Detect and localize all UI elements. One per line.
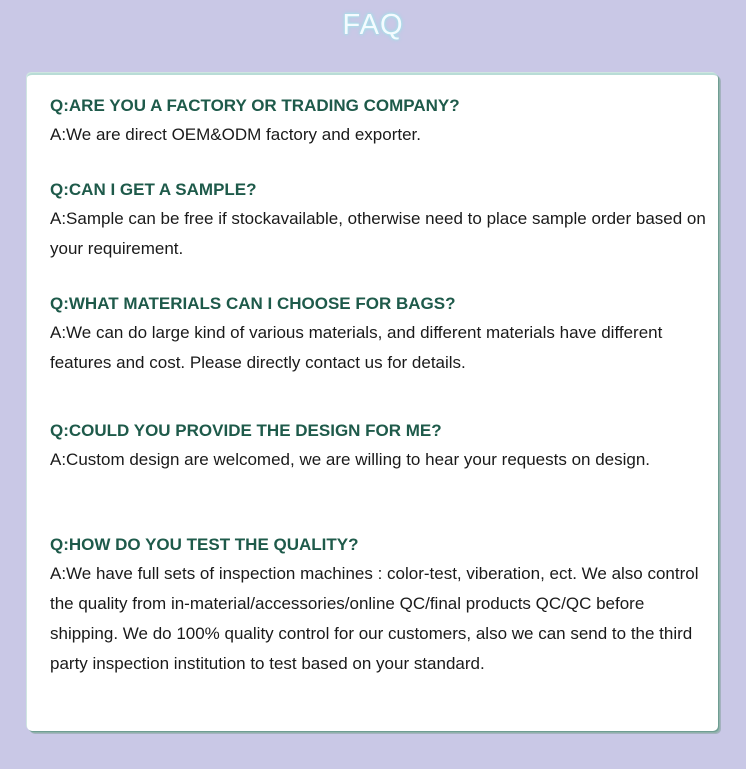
- faq-item-factory: [50, 95, 710, 150]
- faq-question: Q:ARE YOU A FACTORY OR TRADING COMPANY?: [50, 96, 460, 115]
- faq-question: Q:HOW DO YOU TEST THE QUALITY?: [50, 535, 359, 554]
- faq-answer: A:We have full sets of inspection machines : color-test, viberation, ect. We also control the quality from in-material/accessories/online QC/final products QC/QC before shipping. We do 100% quality control for our customers, also we can send to the third party inspection institution to test based on your standard.: [50, 564, 699, 673]
- faq-question: Q:COULD YOU PROVIDE THE DESIGN FOR ME?: [50, 421, 442, 440]
- faq-item-sample: [50, 179, 710, 264]
- faq-answer: A:Custom design are welcomed, we are willing to hear your requests on design.: [50, 450, 651, 469]
- faq-item-materials: [50, 293, 710, 378]
- faq-item-design: [50, 420, 710, 475]
- faq-item-quality: [50, 534, 710, 679]
- faq-question: Q:WHAT MATERIALS CAN I CHOOSE FOR BAGS?: [50, 294, 456, 313]
- faq-card: [27, 73, 718, 731]
- faq-answer: A:We can do large kind of various materials, and different materials have different features and cost. Please directly contact us for details.: [50, 323, 663, 372]
- faq-answer: A:We are direct OEM&ODM factory and exporter.: [50, 125, 421, 144]
- faq-question: Q:CAN I GET A SAMPLE?: [50, 180, 257, 199]
- faq-answer: A:Sample can be free if stockavailable, otherwise need to place sample order based on your requirement.: [50, 209, 706, 258]
- page-title: FAQ: [342, 9, 404, 41]
